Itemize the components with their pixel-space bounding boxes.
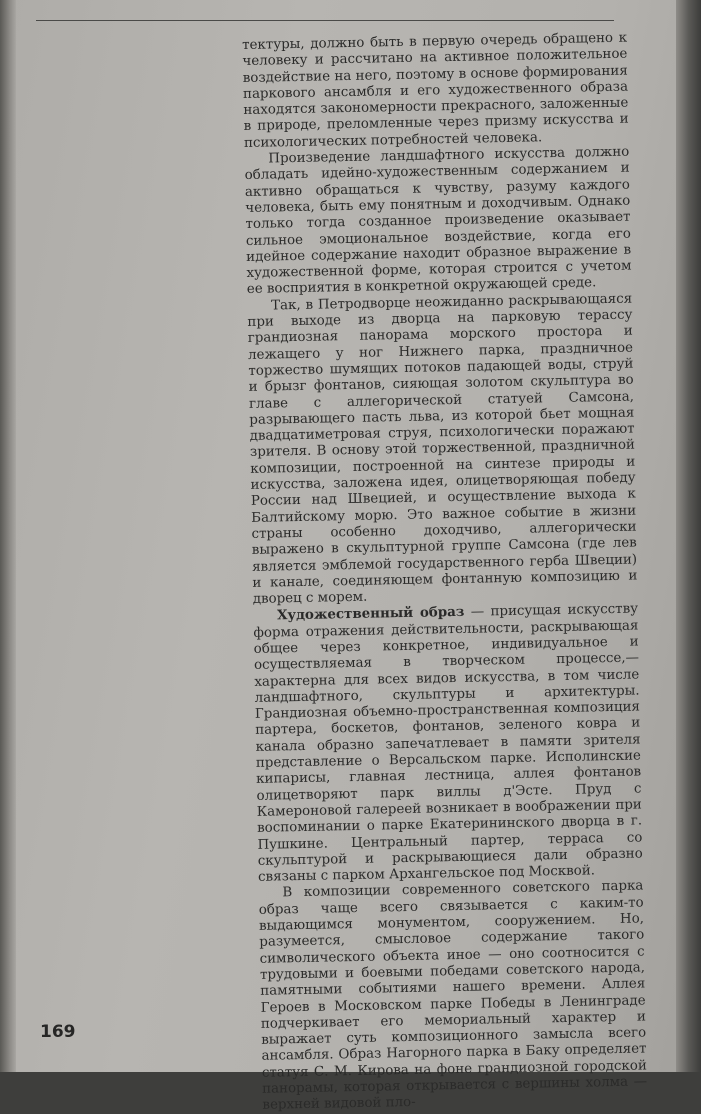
- term-artistic-image: Художественный образ: [276, 604, 465, 624]
- book-spine-shadow: [0, 0, 16, 1072]
- header-rule: [36, 20, 614, 21]
- paragraph-3-text: Так, в Петродворце неожиданно раскрывающаяся при выходе из дворца на парковую терассу грандиозная панорама морского простора и лежащего у ног Нижнего парка, праздничное торжество шумящих потоков падающей воды, струй и брызг фонтанов, сияющая золотом скульптура во главе с аллегорической статуей Самсона, разрывающего пасть льва, из которой бьет мощная двадцатиметровая струя, психологически поражают зрителя. В основу этой торжественной, праздничной композиции, построенной на синтезе природы и искусства, заложена идея, олицетворяющая победу России над Швецией, и осуществление выхода к Балтийскому морю. Это важное событие в жизни страны особенно доходчиво, аллегорически выражено в скульптурной группе Самсона (где лев является эмблемой государственного герба Швеции) и канале, соединяющем фонтанную композицию и дворец с морем.: [247, 291, 638, 607]
- paragraph-4: [253, 601, 643, 886]
- paragraph-4-text: — присущая искусству форма отражения действительности, раскрывающая общее через конкретное, индивидуальное и осуществляемая в творческом процессе,— характерна для всех видов искусства, в том числе ландшафтного, скульптуры и архитектуры. Грандиозная объемно-пространственная композиция партера, боскетов, фонтанов, зеленого ковра и канала образно запечатлевает в памяти зрителя представление о Версальском парке. Исполинские кипарисы, главная лестница, аллея фонтанов олицетворяют парк виллы д'Эсте. Пруд с Камероновой галереей возникает в воображении при воспоминании о парке Екатерининского дворца в г. Пушкине. Центральный партер, терраса со скульптурой и раскрывающиеся дали образно связаны с парком Архангельское под Москвой.: [253, 601, 643, 885]
- paragraph-1-text: тектуры, должно быть в первую очередь обращено к человеку и рассчитано на активное положительное воздействие на него, поэтому в основе формирования паркового ансамбля и его художественного образа находятся закономерности прекрасного, заложенные в природе, преломленные через призму искусства и психологических потребностей человека.: [242, 30, 629, 151]
- paragraph-1: [242, 31, 629, 152]
- paragraph-2-text: Произведение ландшафтного искусства должно обладать идейно-художественным содержанием и активно обращаться к чувству, разуму каждого человека, быть ему понятным и доходчивым. Однако только тогда созданное произведение оказывает сильное эмоциональное воздействие, когда его идейное содержание находит образное выражение в художественной форме, которая строится с учетом ее восприятия в конкретной окружающей среде.: [244, 144, 632, 298]
- paragraph-2: [244, 145, 632, 299]
- page-number: 169: [40, 1022, 76, 1042]
- paragraph-5-text: В композиции современного советского парка образ чаще всего связывается с каким-то выдающимся монументом, сооружением. Но, разумеется, смысловое содержание такого символического объекта иное — оно соотносится с трудовыми и боевыми победами советского народа, памятными событиями нашего времени. Аллея Героев в Московском парке Победы в Ленинграде подчеркивает его мемориальный характер и выражает суть композиционного замысла всего ансамбля. Образ Нагорного парка в Баку определяет статуя С. М. Кирова на фоне грандиозной городской панорамы, которая открывается с вершины холма — верхней видовой пло-: [258, 878, 648, 1114]
- body-text: [242, 31, 648, 1114]
- page-edge-shadow: [676, 0, 701, 1072]
- paragraph-3: [247, 291, 638, 608]
- paragraph-5: [258, 879, 647, 1114]
